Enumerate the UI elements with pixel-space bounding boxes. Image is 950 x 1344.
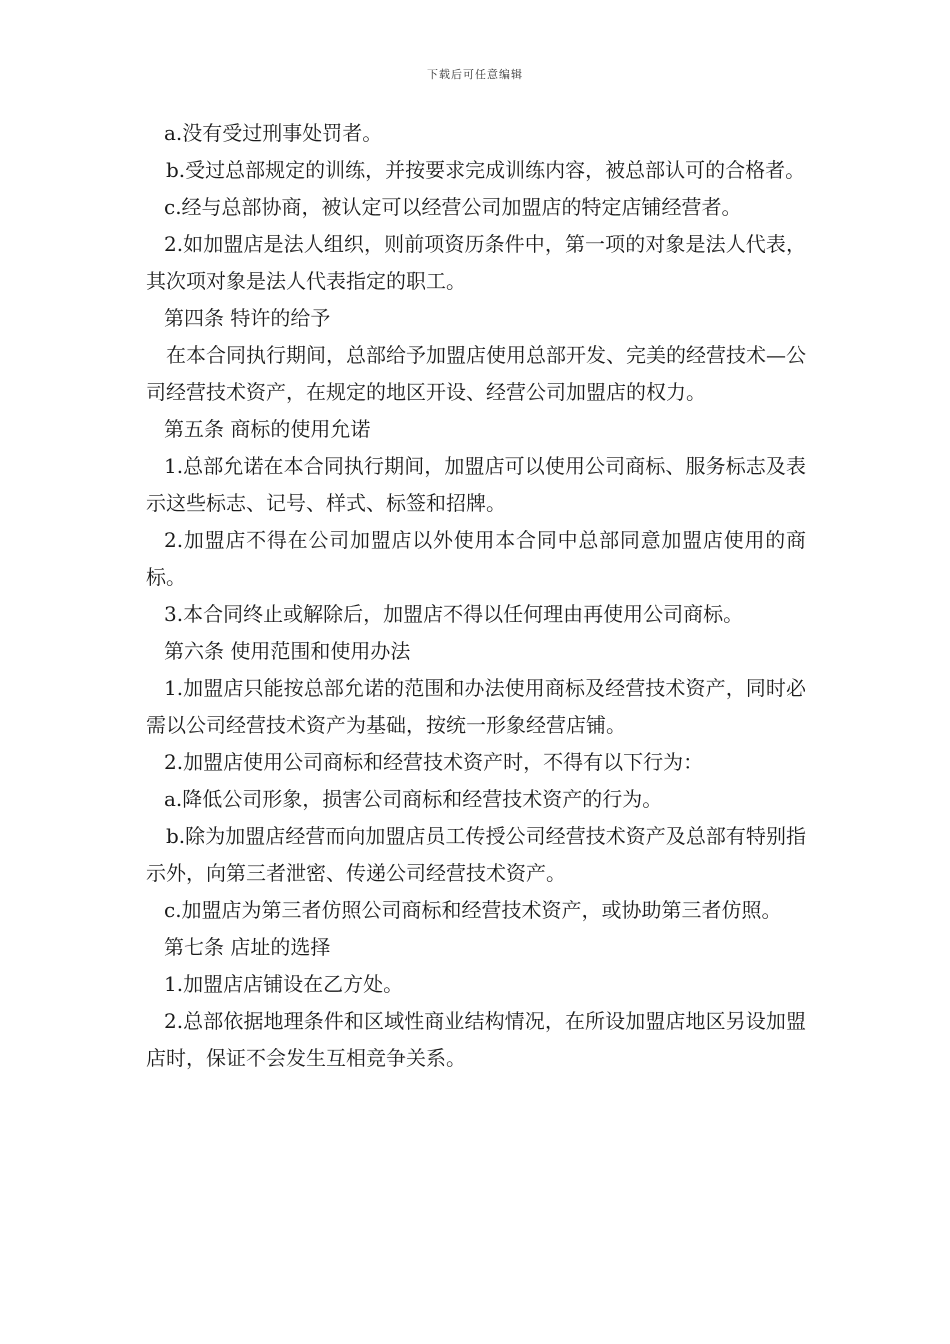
paragraph: a.降低公司形象，损害公司商标和经营技术资产的行为。 [164, 787, 663, 811]
paragraph: 1.加盟店只能按总部允诺的范围和办法使用商标及经营技术资产，同时必需以公司经营技术资产为基础，按统一形象经营店铺。 [146, 676, 806, 737]
paragraph: 3.本合同终止或解除后，加盟店不得以任何理由再使用公司商标。 [164, 602, 744, 626]
paragraph: 2.如加盟店是法人组织，则前项资历条件中，第一项的对象是法人代表，其次项对象是法人代表指定的职工。 [146, 232, 806, 293]
paragraph: 1.总部允诺在本合同执行期间，加盟店可以使用公司商标、服务标志及表示这些标志、记号、样式、标签和招牌。 [146, 454, 806, 515]
paragraph: b.除为加盟店经营而向加盟店员工传授公司经营技术资产及总部有特别指示外，向第三者泄密、传递公司经营技术资产。 [146, 824, 806, 885]
paragraph: b.受过总部规定的训练，并按要求完成训练内容，被总部认可的合格者。 [166, 158, 806, 182]
article-heading: 第五条 商标的使用允诺 [164, 417, 371, 441]
paragraph: c.加盟店为第三者仿照公司商标和经营技术资产，或协助第三者仿照。 [164, 898, 782, 922]
paragraph: 2.加盟店使用公司商标和经营技术资产时，不得有以下行为： [164, 750, 704, 774]
paragraph: c.经与总部协商，被认定可以经营公司加盟店的特定店铺经营者。 [164, 195, 742, 219]
paragraph: a.没有受过刑事处罚者。 [164, 121, 383, 145]
article-heading: 第六条 使用范围和使用办法 [164, 639, 411, 663]
article-heading: 第四条 特许的给予 [164, 306, 331, 330]
paragraph: 2.总部依据地理条件和区域性商业结构情况，在所设加盟店地区另设加盟店时，保证不会发生互相竞争关系。 [146, 1009, 806, 1070]
document-body [146, 115, 806, 1077]
paragraph: 1.加盟店店铺设在乙方处。 [164, 972, 404, 996]
paragraph: 在本合同执行期间，总部给予加盟店使用总部开发、完美的经营技术—公司经营技术资产，在规定的地区开设、经营公司加盟店的权力。 [146, 343, 806, 404]
paragraph: 2.加盟店不得在公司加盟店以外使用本合同中总部同意加盟店使用的商标。 [146, 528, 806, 589]
page-header-note: 下载后可任意编辑 [427, 68, 523, 81]
article-heading: 第七条 店址的选择 [164, 935, 331, 959]
